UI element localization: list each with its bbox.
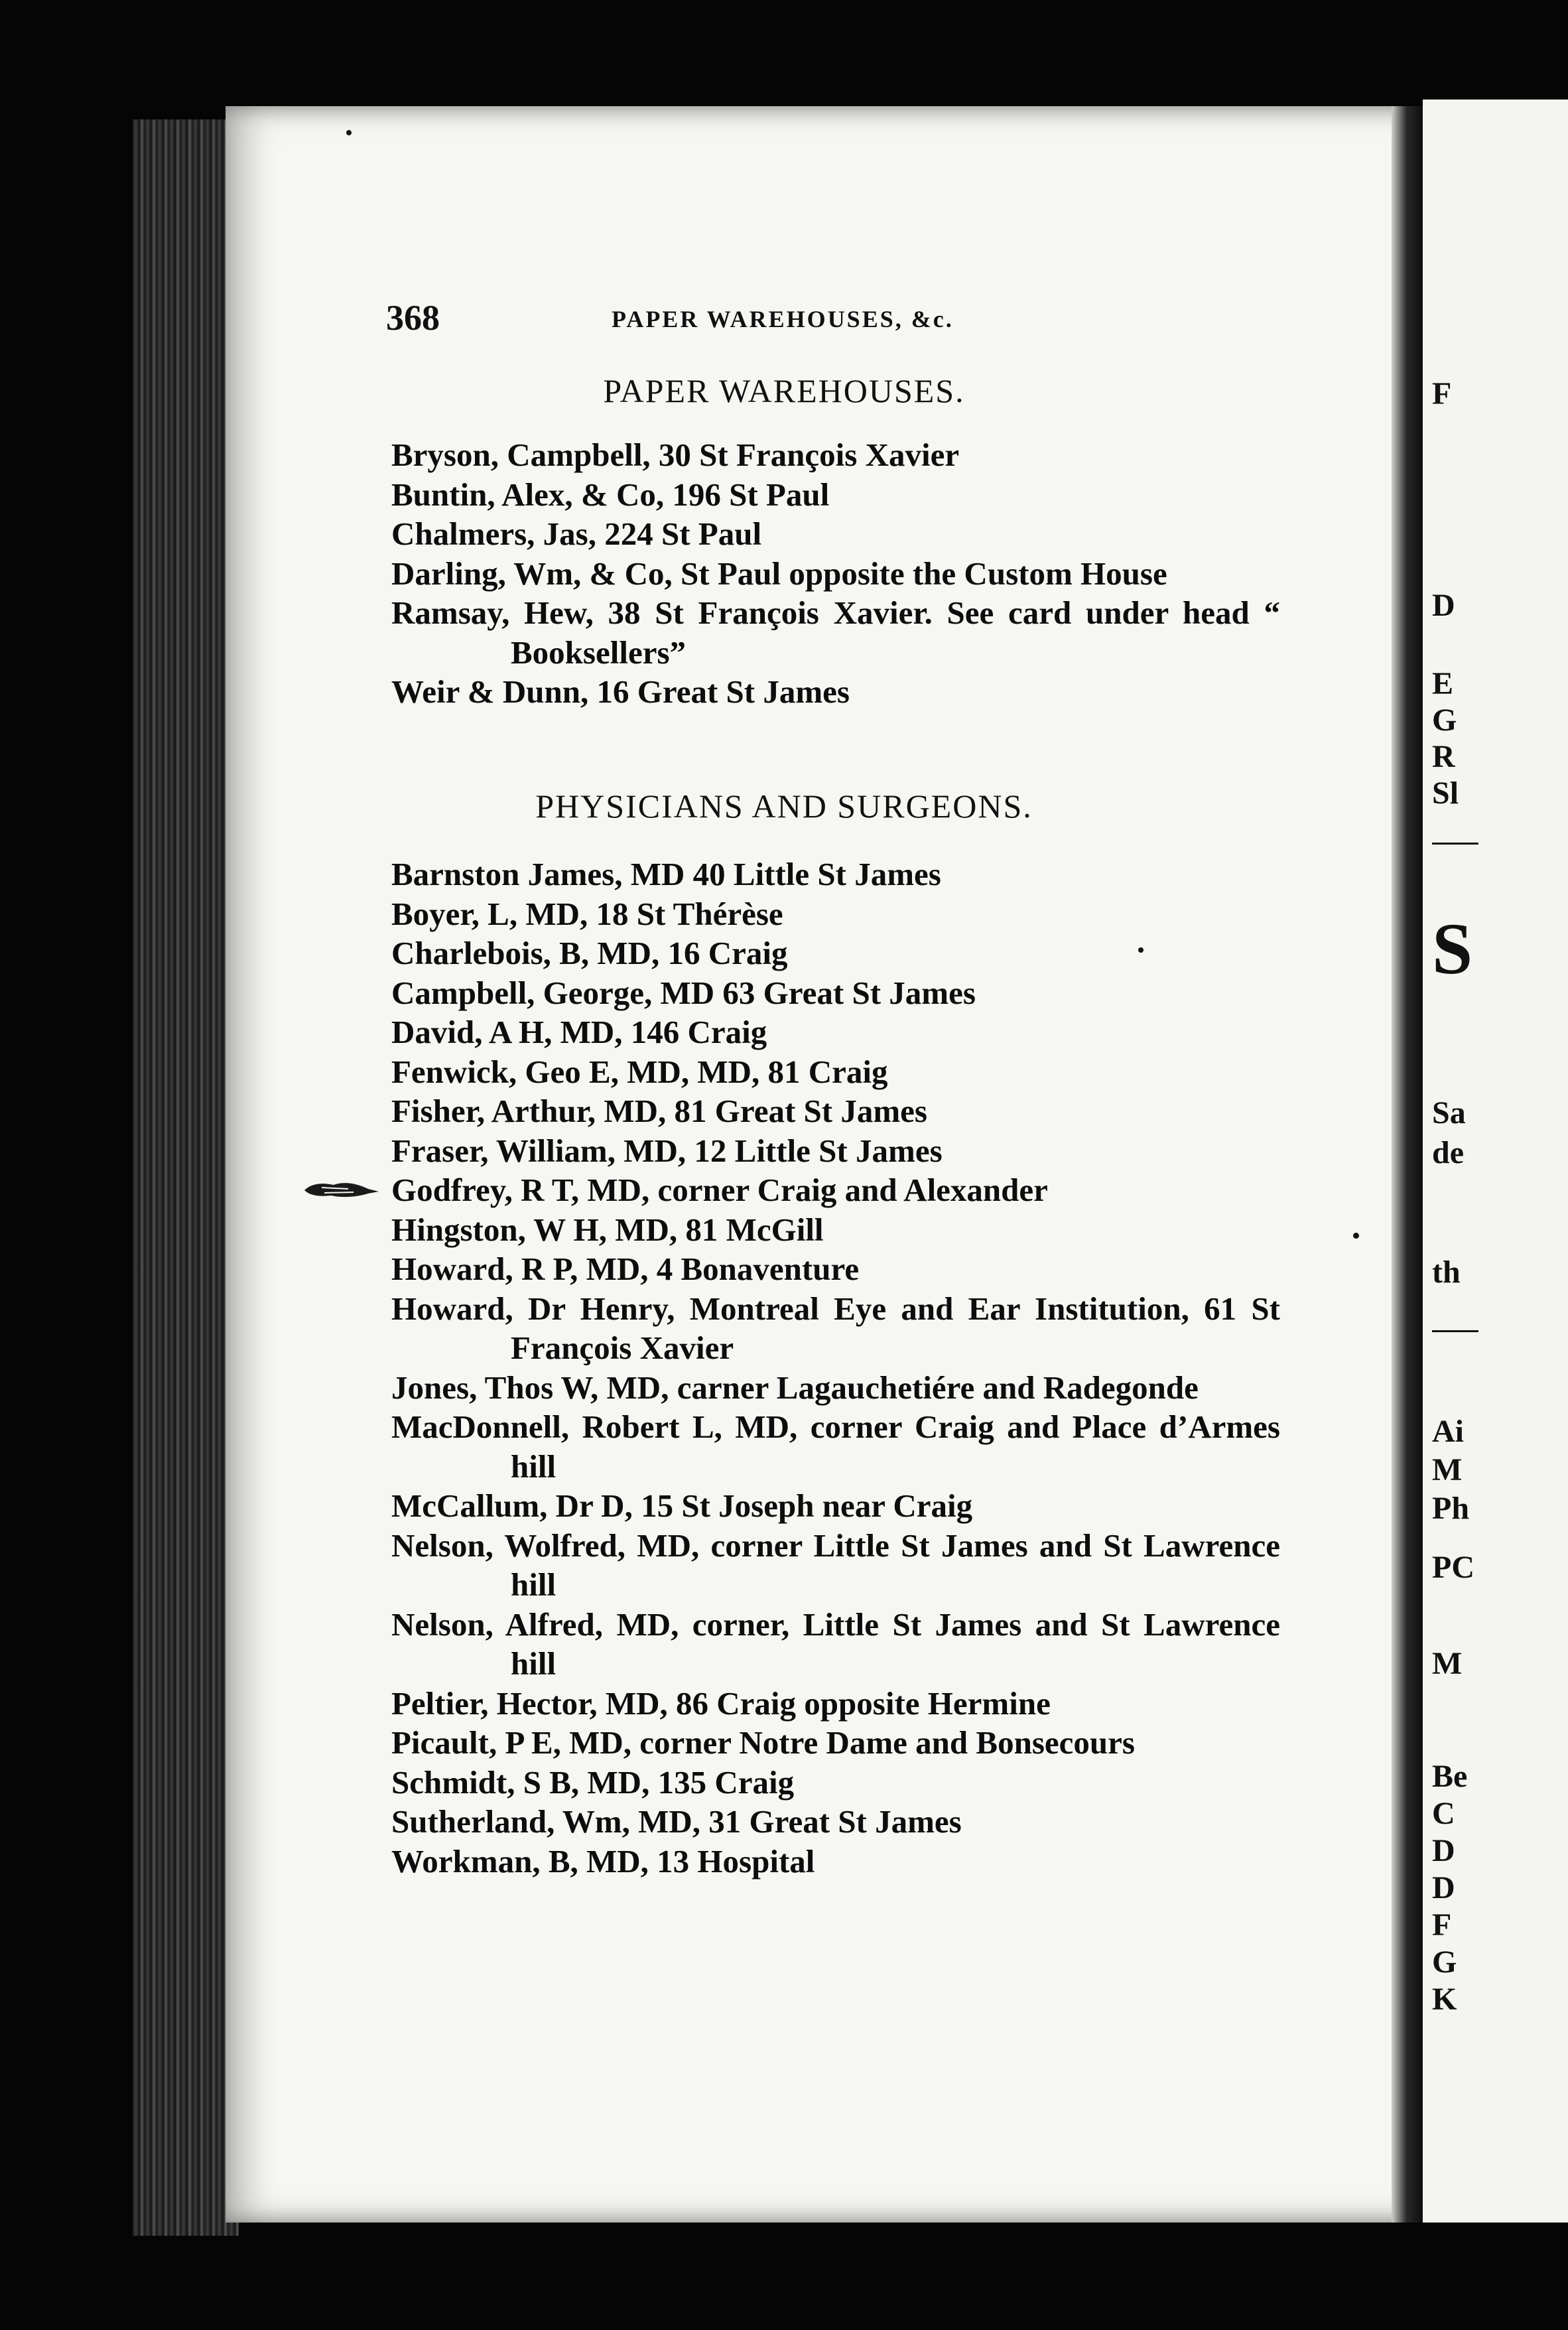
list-item: Fisher, Arthur, MD, 81 Great St James xyxy=(391,1093,927,1129)
list-item: Peltier, Hector, MD, 86 Craig opposite Hermine xyxy=(391,1684,1051,1722)
list-item: Campbell, George, MD 63 Great St James xyxy=(391,974,976,1011)
facing-page-fragment: R xyxy=(1432,739,1455,774)
list-item: Schmidt, S B, MD, 135 Craig xyxy=(391,1763,795,1801)
facing-page-fragment: th xyxy=(1432,1255,1461,1290)
facing-page-rule xyxy=(1432,843,1478,845)
list-item: David, A H, MD, 146 Craig xyxy=(391,1014,767,1050)
facing-page xyxy=(1423,100,1568,2223)
facing-page-fragment: de xyxy=(1432,1135,1464,1170)
list-item: Fenwick, Geo E, MD, MD, 81 Craig xyxy=(391,1053,888,1090)
ink-speck xyxy=(1353,1233,1359,1239)
section-title-paper-warehouses: PAPER WAREHOUSES. xyxy=(603,372,965,409)
facing-page-fragment: D xyxy=(1432,1870,1455,1905)
facing-page-fragment: F xyxy=(1432,376,1452,411)
list-item: Barnston James, MD 40 Little St James xyxy=(391,856,941,892)
facing-page-fragment: Ph xyxy=(1432,1491,1470,1526)
list-item: MacDonnell, Robert L, MD, corner Craig and Place d’Armes hill xyxy=(391,1408,1280,1485)
list-item: Fraser, William, MD, 12 Little St James xyxy=(391,1132,943,1169)
section-title-physicians-and-surgeons: PHYSICIANS AND SURGEONS. xyxy=(535,788,1033,825)
book-gutter xyxy=(1392,106,1425,2223)
list-item: Bryson, Campbell, 30 St François Xavier xyxy=(391,437,960,473)
list-item: Weir & Dunn, 16 Great St James xyxy=(391,673,850,710)
list-item: McCallum, Dr D, 15 St Joseph near Craig xyxy=(391,1487,973,1524)
facing-page-fragment: E xyxy=(1432,666,1454,701)
running-head xyxy=(386,297,1447,344)
facing-page-fragment: M xyxy=(1432,1646,1463,1681)
page-number: 368 xyxy=(386,298,440,338)
entry-list-physicians-and-surgeons xyxy=(391,855,1280,1881)
facing-page-fragment: K xyxy=(1432,1982,1457,2017)
list-item: Howard, Dr Henry, Montreal Eye and Ear Institution, 61 St François Xavier xyxy=(391,1290,1280,1366)
list-item: Nelson, Alfred, MD, corner, Little St James and St Lawrence hill xyxy=(391,1606,1280,1682)
list-item: Jones, Thos W, MD, carner Lagauchetiére and Radegonde xyxy=(391,1369,1199,1406)
list-item: Buntin, Alex, & Co, 196 St Paul xyxy=(391,476,830,513)
facing-page-fragment: Ai xyxy=(1432,1414,1464,1449)
list-item: Nelson, Wolfred, MD, corner Little St James and St Lawrence hill xyxy=(391,1527,1280,1603)
ink-speck xyxy=(1138,947,1143,953)
list-item: Godfrey, R T, MD, corner Craig and Alexander xyxy=(391,1172,1048,1208)
list-item: Picault, P E, MD, corner Notre Dame and Bonsecours xyxy=(391,1724,1135,1761)
facing-page-fragment: G xyxy=(1432,1945,1457,1980)
facing-page-fragment: S xyxy=(1432,908,1473,989)
facing-page-fragment: Be xyxy=(1432,1759,1468,1794)
pointing-hand-icon xyxy=(302,1176,381,1202)
list-item: Charlebois, B, MD, 16 Craig xyxy=(391,935,788,971)
facing-page-fragment: D xyxy=(1432,1833,1455,1868)
ink-speck xyxy=(346,130,352,135)
facing-page-fragment: Sa xyxy=(1432,1095,1466,1131)
facing-page-fragment: D xyxy=(1432,588,1455,623)
list-item: Boyer, L, MD, 18 St Thérèse xyxy=(391,895,783,932)
facing-page-rule xyxy=(1432,1330,1478,1332)
list-item: Hingston, W H, MD, 81 McGill xyxy=(391,1211,824,1248)
list-item: Workman, B, MD, 13 Hospital xyxy=(391,1842,815,1880)
list-item: Howard, R P, MD, 4 Bonaventure xyxy=(391,1251,860,1287)
facing-page-fragment: C xyxy=(1432,1796,1455,1831)
list-item: Chalmers, Jas, 224 St Paul xyxy=(391,515,762,552)
facing-page-fragment: M xyxy=(1432,1452,1463,1487)
facing-page-fragment: PC xyxy=(1432,1550,1474,1585)
facing-page-fragment: G xyxy=(1432,703,1457,738)
entry-list-paper-warehouses xyxy=(391,435,1280,712)
list-item: Ramsay, Hew, 38 St François Xavier. See card under head “ Booksellers” xyxy=(391,594,1280,671)
facing-page-fragment: Sl xyxy=(1432,776,1459,811)
book-edge xyxy=(133,119,239,2236)
running-title: PAPER WAREHOUSES, &c. xyxy=(612,306,954,332)
list-item: Sutherland, Wm, MD, 31 Great St James xyxy=(391,1803,962,1840)
facing-page-fragment: F xyxy=(1432,1907,1452,1943)
list-item: Darling, Wm, & Co, St Paul opposite the Custom House xyxy=(391,555,1167,592)
